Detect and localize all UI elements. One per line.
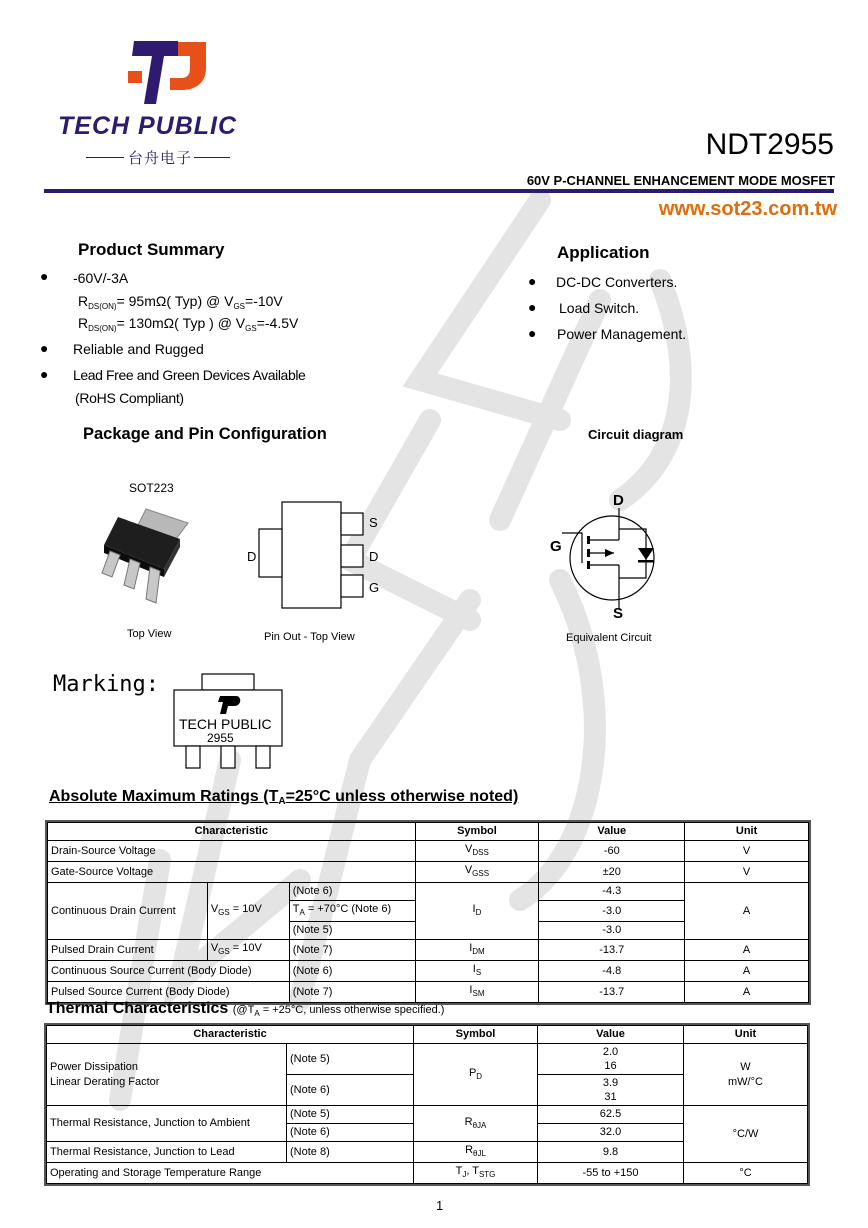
ta-sub: A — [299, 908, 305, 917]
bullet-icon: ● — [528, 325, 537, 341]
rating-text: -60V/-3A — [73, 270, 129, 286]
symbol-sub: θJA — [472, 1120, 487, 1130]
value-line: 16 — [604, 1060, 617, 1072]
bullet-icon: ● — [528, 273, 537, 289]
product-summary-title: Product Summary — [78, 240, 225, 259]
cell-symbol — [415, 940, 539, 961]
brand-name-cn: 台舟电子 — [128, 150, 193, 167]
symbol-sub: STG — [478, 1170, 496, 1179]
cell-unit: V — [685, 841, 809, 862]
symbol-sub: GSS — [472, 869, 490, 878]
tech-public-logo-icon — [126, 38, 208, 106]
cell-note: (Note 8) — [287, 1142, 414, 1163]
note-text: = +70°C (Note 6) — [307, 903, 392, 915]
cell-note: (Note 7) — [289, 940, 415, 961]
pin-label-left-d: D — [247, 549, 257, 564]
cell-value — [538, 1075, 684, 1106]
marking-label: Marking: — [53, 672, 159, 697]
rds-line-2 — [78, 315, 298, 333]
symbol-sub: SM — [472, 989, 485, 998]
symbol-sub: S — [475, 968, 482, 977]
rds-line-1 — [78, 293, 283, 311]
cell-unit: A — [685, 982, 809, 1003]
vgs-sub: GS — [233, 302, 246, 311]
thermal-title-note — [233, 1004, 445, 1016]
package-title: Package and Pin Configuration — [83, 425, 327, 443]
ta-main: T — [292, 903, 300, 915]
marking-line-2: 2955 — [207, 731, 234, 745]
pin-label-s: S — [369, 515, 378, 530]
cell-unit — [684, 1044, 808, 1106]
feature-rohs: (RoHS Compliant) — [75, 390, 184, 406]
cond-sub: GS — [218, 947, 230, 956]
cell-characteristic: Pulsed Source Current (Body Diode) — [48, 982, 290, 1003]
application-title: Application — [557, 243, 650, 262]
value-line: 31 — [604, 1091, 617, 1103]
cell-characteristic: Pulsed Drain Current — [48, 940, 208, 961]
col-value: Value — [538, 1026, 684, 1044]
circuit-caption: Equivalent Circuit — [566, 632, 652, 644]
brand-line-left — [86, 157, 124, 158]
unit-line: mW/°C — [728, 1075, 763, 1088]
symbol-main: T — [455, 1165, 463, 1177]
cell-unit: A — [685, 883, 809, 940]
application-item: DC-DC Converters. — [556, 274, 678, 290]
value-line: 2.0 — [602, 1046, 619, 1058]
cell-characteristic: Continuous Drain Current — [48, 883, 208, 940]
cell-characteristic: Drain-Source Voltage — [48, 841, 416, 862]
symbol-main: I — [472, 903, 476, 915]
col-value: Value — [539, 823, 685, 841]
cell-note: (Note 6) — [289, 961, 415, 982]
cell-note: (Note 6) — [287, 1124, 414, 1142]
value-line: 3.9 — [602, 1077, 619, 1089]
cell-symbol — [414, 1142, 538, 1163]
cell-unit: A — [685, 961, 809, 982]
cell-value: -3.0 — [539, 922, 685, 940]
vgs-value: =-4.5V — [256, 315, 299, 331]
cond-tail: = 10V — [229, 942, 262, 954]
cell-value — [538, 1044, 684, 1075]
cell-characteristic: Gate-Source Voltage — [48, 862, 416, 883]
device-subtitle: 60V P-CHANNEL ENHANCEMENT MODE MOSFET — [526, 173, 835, 188]
table-row — [48, 841, 809, 862]
table-header-row — [47, 1026, 808, 1044]
abs-max-title-text: Absolute Maximum Ratings (T — [49, 788, 279, 805]
cell-condition — [207, 883, 289, 940]
cell-value: -60 — [539, 841, 685, 862]
symbol-main: I — [472, 963, 476, 975]
rds-text: = 95mΩ( Typ) @ V — [116, 293, 234, 309]
application-item: Power Management. — [557, 326, 687, 342]
abs-max-table — [47, 822, 809, 1003]
pinout-diagram — [255, 498, 385, 613]
symbol-main: , T — [466, 1165, 479, 1177]
cond-main: V — [210, 903, 219, 915]
cell-symbol — [415, 862, 539, 883]
symbol-main: R — [465, 1144, 474, 1156]
rds-text: = 130mΩ( Typ ) @ V — [116, 315, 246, 331]
symbol-sub: D — [475, 908, 482, 917]
cell-note: (Note 5) — [287, 1106, 414, 1124]
thermal-table — [46, 1025, 808, 1184]
char-line: Linear Derating Factor — [50, 1075, 160, 1088]
cell-value: -4.8 — [539, 961, 685, 982]
top-view-caption: Top View — [127, 628, 172, 640]
table-row — [47, 1163, 808, 1184]
package-name: SOT223 — [129, 481, 174, 495]
table-row — [48, 883, 809, 901]
pin-label-g: G — [369, 580, 380, 595]
cell-note: (Note 6) — [287, 1075, 414, 1106]
page-number: 1 — [436, 1198, 444, 1213]
pinout-caption: Pin Out - Top View — [264, 631, 355, 643]
brand-line-right — [194, 157, 230, 158]
cell-note: (Note 6) — [289, 883, 415, 901]
rds-label: R — [78, 315, 89, 331]
circuit-title: Circuit diagram — [588, 427, 684, 442]
symbol-main: V — [464, 864, 473, 876]
symbol-main: I — [469, 984, 473, 996]
symbol-sub: J — [462, 1170, 467, 1179]
cell-symbol — [415, 841, 539, 862]
symbol-main: I — [469, 942, 473, 954]
symbol-main: R — [464, 1115, 473, 1128]
sot223-package-image — [96, 505, 196, 613]
col-unit: Unit — [685, 823, 809, 841]
symbol-sub: D — [476, 1071, 483, 1081]
col-characteristic: Characteristic — [48, 823, 416, 841]
cell-value: 32.0 — [538, 1124, 684, 1142]
cell-value: 9.8 — [538, 1142, 684, 1163]
thermal-title — [46, 1000, 444, 1018]
cell-note — [289, 901, 415, 922]
brand-name: TECH PUBLIC — [58, 112, 238, 140]
symbol-sub: DSS — [472, 848, 489, 857]
cell-characteristic: Thermal Resistance, Junction to Lead — [47, 1142, 287, 1163]
note-text: (@T — [232, 1004, 255, 1016]
cond-main: V — [210, 942, 219, 954]
cell-unit: A — [685, 940, 809, 961]
marking-line-1: TECH PUBLIC — [179, 716, 272, 732]
cell-characteristic: Continuous Source Current (Body Diode) — [48, 961, 290, 982]
cell-note: (Note 7) — [289, 982, 415, 1003]
unit-line: W — [740, 1060, 751, 1073]
col-unit: Unit — [684, 1026, 808, 1044]
char-line: Power Dissipation — [50, 1060, 139, 1073]
vgs-sub: GS — [245, 324, 257, 333]
note-text: = +25°C, unless otherwise specified.) — [259, 1004, 445, 1016]
symbol-sub: θJL — [473, 1149, 486, 1158]
abs-max-title — [49, 788, 518, 807]
rds-sub: DS(ON) — [88, 302, 117, 311]
thermal-title-text: Thermal Characteristics — [46, 1000, 229, 1017]
rds-sub: DS(ON) — [88, 324, 117, 333]
bullet-icon: ● — [528, 299, 537, 315]
header-divider — [44, 189, 834, 193]
cell-value: -55 to +150 — [538, 1163, 684, 1184]
application-item: Load Switch. — [559, 300, 640, 316]
cell-value: ±20 — [539, 862, 685, 883]
bullet-icon: ● — [40, 366, 49, 382]
cell-value: -13.7 — [539, 940, 685, 961]
cell-note: (Note 5) — [289, 922, 415, 940]
cell-unit: °C — [684, 1163, 808, 1184]
cell-unit: °C/W — [684, 1106, 808, 1163]
cell-characteristic — [47, 1044, 287, 1106]
table-row — [48, 940, 809, 961]
table-row — [47, 1044, 808, 1075]
col-symbol: Symbol — [414, 1026, 538, 1044]
col-characteristic: Characteristic — [47, 1026, 414, 1044]
cell-note: (Note 5) — [287, 1044, 414, 1075]
rds-label: R — [78, 293, 89, 309]
circuit-drain-label: D — [613, 492, 624, 509]
circuit-gate-label: G — [550, 538, 562, 555]
cell-unit: V — [685, 862, 809, 883]
symbol-main: P — [468, 1066, 477, 1079]
table-row — [48, 961, 809, 982]
table-row — [48, 862, 809, 883]
bullet-icon: ● — [40, 268, 49, 284]
cell-value: -4.3 — [539, 883, 685, 901]
col-symbol: Symbol — [415, 823, 539, 841]
note-sub: A — [254, 1009, 260, 1018]
cell-value: 62.5 — [538, 1106, 684, 1124]
abs-max-title-sub: A — [278, 796, 286, 807]
table-row — [47, 1106, 808, 1124]
cell-symbol — [414, 1106, 538, 1142]
vgs-value: =-10V — [245, 293, 283, 309]
table-header-row — [48, 823, 809, 841]
cell-value: -13.7 — [539, 982, 685, 1003]
cell-symbol — [415, 883, 539, 940]
bullet-icon: ● — [40, 340, 49, 356]
cell-symbol — [414, 1044, 538, 1106]
feature-lead-free: Lead Free and Green Devices Available — [73, 367, 306, 383]
cell-symbol — [414, 1163, 538, 1184]
cell-condition — [207, 940, 289, 961]
pin-label-d: D — [369, 549, 379, 564]
symbol-main: V — [465, 843, 473, 855]
cell-symbol — [415, 961, 539, 982]
cond-tail: = 10V — [229, 903, 262, 915]
abs-max-title-text: =25°C unless otherwise noted) — [285, 788, 519, 805]
mosfet-symbol — [562, 508, 662, 608]
website-link[interactable]: www.sot23.com.tw — [658, 198, 837, 220]
circuit-source-label: S — [613, 605, 624, 622]
part-number: NDT2955 — [705, 128, 834, 161]
symbol-sub: DM — [472, 947, 485, 956]
cond-sub: GS — [218, 908, 230, 917]
cell-characteristic: Operating and Storage Temperature Range — [47, 1163, 414, 1184]
cell-value: -3.0 — [539, 901, 685, 922]
feature-reliable: Reliable and Rugged — [73, 341, 204, 357]
cell-characteristic: Thermal Resistance, Junction to Ambient — [47, 1106, 287, 1142]
